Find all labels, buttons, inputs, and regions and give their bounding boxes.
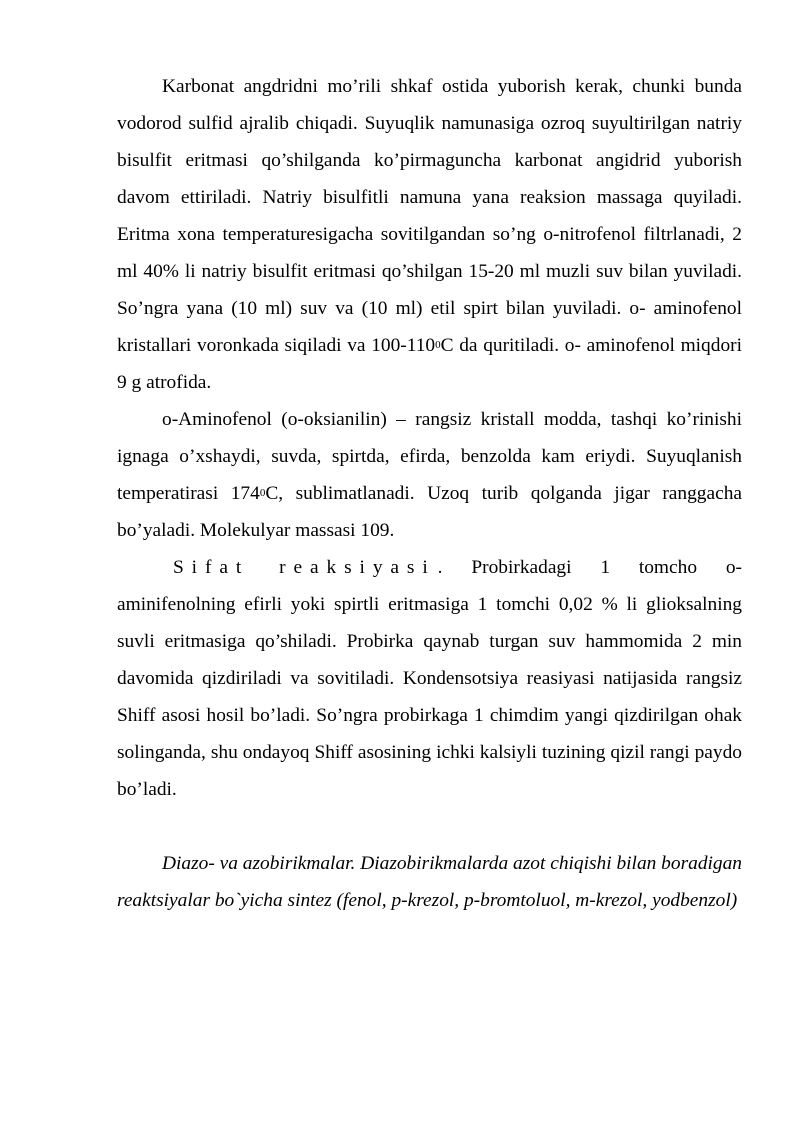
spaced-heading-word-1: Sifat xyxy=(173,557,250,578)
document-page xyxy=(117,68,742,919)
paragraph-properties xyxy=(117,401,742,549)
paragraph-qualitative-reaction xyxy=(117,549,742,808)
paragraph-procedure-text: Karbonat angdridni mo’rili shkaf ostida yuborish kerak, chunki bunda vodorod sulfid ajralib chiqadi. Suyuqlik namunasiga ozroq suyultirilgan natriy bisulfit eritmasi qo’shilganda ko’pirmaguncha karbonat angidrid yuborish davom ettiriladi. Natriy bisulfitli namuna yana reaksion massaga quyiladi. Eritma xona temperaturesigacha sovitilgandan so’ng o-nitrofenol filtrlanadi, 2 ml 40% li natriy bisulfit eritmasi qo’shilgan 15-20 ml muzli suv bilan yuviladi. So’ngra yana (10 ml) suv va (10 ml) etil spirt bilan yuviladi. o- aminofenol kristallari voronkada siqiladi va 100-110 xyxy=(117,76,742,356)
paragraph-qualitative-reaction-text: . Probirkadagi 1 tomcho o-aminifenolning efirli yoki spirtli eritmasiga 1 tomchi 0,02 % li glioksalning suvli eritmasiga qo’shiladi. Probirka qaynab turgan suv hammomida 2 min davomida qizdiriladi va sovitiladi. Kondensotsiya reasiyasi natijasida rangsiz Shiff asosi hosil bo’ladi. So’ngra probirkaga 1 chimdim yangi qizdirilgan ohak solinganda, shu ondayoq Shiff asosining ichki kalsiyli tuzining qizil rangi paydo bo’ladi. xyxy=(117,557,742,800)
degree-superscript: 0 xyxy=(435,339,441,351)
spaced-heading-word-2: reaksiyasi xyxy=(279,557,436,578)
blank-line xyxy=(117,808,742,845)
section-heading-italic: Diazo- va azobirikmalar. Diazobirikmalarda azot chiqishi bilan boradigan reaktsiyalar bo`yicha sintez (fenol, p-krezol, p-bromtoluol, m-krezol, yodbenzol) xyxy=(117,853,742,911)
paragraph-properties-text: o-Aminofenol (o-oksianilin) – rangsiz kristall modda, tashqi ko’rinishi ignaga o’xshaydi, suvda, spirtda, efirda, benzolda kam eriydi. Suyuqlanish temperatirasi 174 xyxy=(117,409,742,504)
paragraph-properties-text-end: C, sublimatlanadi. Uzoq turib qolganda jigar ranggacha bo’yaladi. Molekulyar massasi 109. xyxy=(117,483,743,541)
paragraph-procedure-text-end: C da quritiladi. o- aminofenol miqdori 9 g atrofida. xyxy=(117,335,742,393)
paragraph-procedure xyxy=(117,68,742,401)
degree-superscript: 0 xyxy=(259,487,266,499)
